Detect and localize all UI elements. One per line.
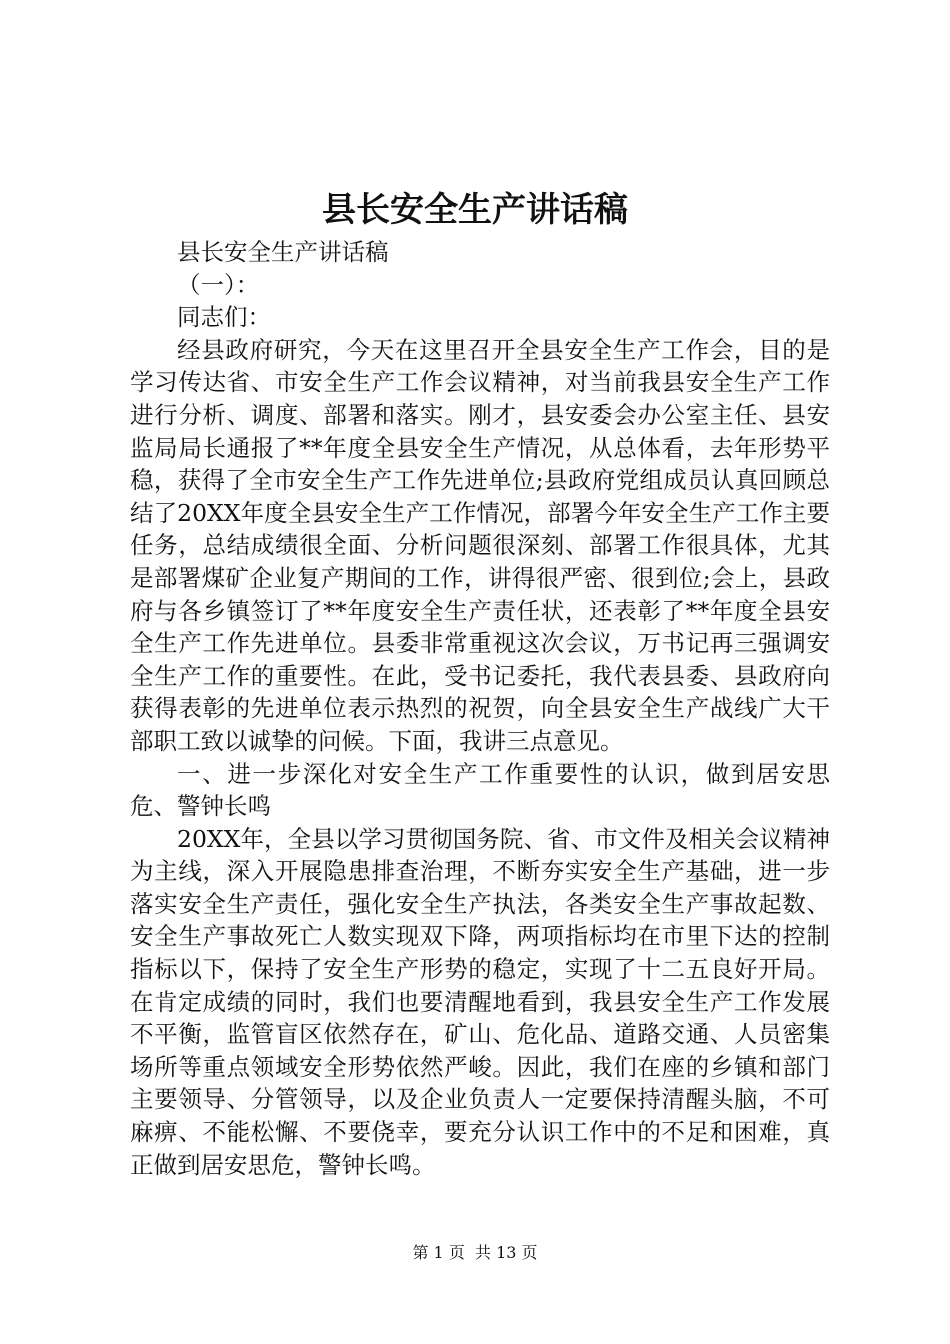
paragraph-salutation: 同志们： bbox=[177, 303, 271, 332]
paragraph-section-one-body: 20XX年，全县以学习贯彻国务院、省、市文件及相关会议精神为主线，深入开展隐患排查治理，不断夯实安全生产基础，进一步落实安全生产责任，强化安全生产执法，各类安全生产事故起数、安全生产事故死亡人数实现双下降，两项指标均在市里下达的控制指标以下，保持了安全生产形势的稳定，实现了十二五良好开局。在肯定成绩的同时，我们也要清醒地看到，我县安全生产工作发展不平衡，监管盲区依然存在，矿山、危化品、道路交通、人员密集场所等重点领域安全形势依然严峻。因此，我们在座的乡镇和部门主要领导、分管领导，以及企业负责人一定要保持清醒头脑，不可麻痹、不能松懈、不要侥幸，要充分认识工作中的不足和困难，真正做到居安思危，警钟长鸣。 bbox=[130, 824, 830, 1179]
page-number-label: 第 1 页 共 13 页 bbox=[412, 1243, 538, 1262]
paragraph-heading-one: 一、进一步深化对安全生产工作重要性的认识，做到居安思危、警钟长鸣 bbox=[130, 759, 830, 821]
paragraph-opening: 经县政府研究，今天在这里召开全县安全生产工作会，目的是学习传达省、市安全生产工作会议精神，对当前我县安全生产工作进行分析、调度、部署和落实。刚才，县安委会办公室主任、县安监局局长通报了**年度全县安全生产情况，从总体看，去年形势平稳，获得了全市安全生产工作先进单位;县政府党组成员认真回顾总结了20XX年度全县安全生产工作情况，部署今年安全生产工作主要任务，总结成绩很全面、分析问题很深刻、部署工作很具体，尤其是部署煤矿企业复产期间的工作，讲得很严密、很到位;会上，县政府与各乡镇签订了**年度安全生产责任状，还表彰了**年度全县安全生产工作先进单位。县委非常重视这次会议，万书记再三强调安全生产工作的重要性。在此，受书记委托，我代表县委、县政府向获得表彰的先进单位表示热烈的祝贺，向全县安全生产战线广大干部职工致以诚挚的问候。下面，我讲三点意见。 bbox=[130, 335, 830, 755]
paragraph-subtitle: 县长安全生产讲话稿 bbox=[177, 238, 389, 266]
page-footer bbox=[0, 1242, 950, 1264]
document-title: 县长安全生产讲话稿 bbox=[322, 190, 628, 230]
paragraph-section-marker: （一）： bbox=[177, 270, 260, 299]
document-body bbox=[130, 236, 830, 1181]
